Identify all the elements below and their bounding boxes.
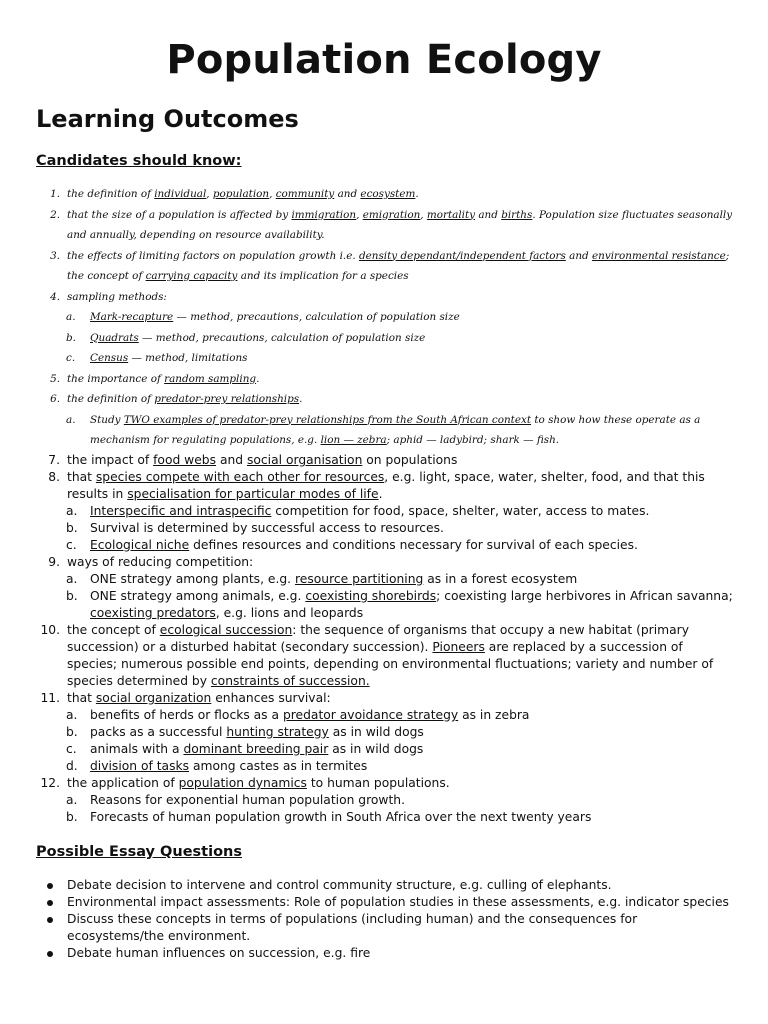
text-segment: — method, limitations (128, 352, 248, 364)
text-segment: that the size of a population is affected by (67, 208, 292, 221)
text-segment: animals with a (90, 742, 184, 756)
text-segment: to human populations. (306, 776, 450, 790)
text-segment: , e.g. light, space, water, shelter, food, and that this results in (67, 470, 705, 501)
outcomes-list-printed (36, 452, 736, 826)
underlined-term: division of tasks (90, 759, 190, 773)
text-segment: Survival is determined by successful access to resources. (90, 521, 444, 535)
bullet-icon (47, 883, 53, 889)
text-segment: ; aphid — ladybird; shark — fish. (386, 434, 560, 446)
text-segment: enhances survival: (211, 691, 331, 705)
text-segment: ; the concept of (67, 249, 730, 282)
text-segment: ways of reducing competition: (67, 555, 254, 569)
sub-item (36, 792, 736, 809)
underlined-term: Interspecific and intraspecific (90, 504, 272, 518)
candidates-heading: Candidates should know: (36, 153, 242, 169)
outcome-item (36, 287, 736, 308)
text-segment: Forecasts of human population growth in South Africa over the next twenty years (90, 810, 592, 824)
sub-item-letter: a. (66, 504, 78, 518)
underlined-term: Quadrats (90, 331, 139, 344)
underlined-term: emigration (362, 208, 421, 221)
outcome-item (36, 205, 736, 246)
underlined-term: predator avoidance strategy (282, 708, 459, 722)
sub-item (36, 503, 736, 520)
underlined-term: individual (154, 188, 207, 200)
sub-item (36, 809, 736, 826)
text-segment: and (216, 453, 247, 467)
item-number: 10. (40, 623, 60, 637)
outcome-item (36, 369, 736, 390)
underlined-term: predator-prey relationships (154, 393, 300, 405)
text-segment: ; coexisting large herbivores in African savanna; (436, 589, 733, 603)
sub-item-letter: a. (66, 413, 76, 426)
underlined-term: population (212, 188, 270, 200)
essay-questions-heading: Possible Essay Questions (36, 844, 242, 860)
underlined-term: births (501, 208, 533, 221)
text-segment: the impact of (67, 453, 154, 467)
sub-item-letter: b. (66, 331, 76, 344)
sub-item-letter: a. (66, 311, 76, 323)
text-segment: ONE strategy among animals, e.g. (90, 589, 306, 603)
essay-question-item (36, 877, 736, 894)
outcome-item (36, 246, 736, 287)
text-segment: that (67, 470, 96, 484)
essay-question-text: Debate human influences on succession, e.g. fire (67, 946, 371, 960)
underlined-term: ecological succession (159, 623, 293, 637)
sub-item-letter: b. (66, 725, 78, 739)
sub-item (36, 410, 736, 451)
underlined-term: population dynamics (178, 776, 307, 790)
sub-item (36, 348, 736, 369)
underlined-term: random sampling (164, 372, 257, 385)
sub-item-letter: a. (66, 793, 78, 807)
underlined-term: coexisting shorebirds (305, 589, 437, 603)
text-segment: as in wild dogs (328, 725, 424, 739)
text-segment: and (334, 188, 361, 200)
sub-item (36, 758, 736, 775)
text-segment: and (475, 208, 502, 221)
text-segment: , (269, 188, 276, 200)
text-segment: . Population size fluctuates seasonally and annually, depending on resource availability. (67, 208, 733, 241)
essay-question-item (36, 945, 736, 962)
sub-item (36, 707, 736, 724)
underlined-term: species compete with each other for resources (95, 470, 385, 484)
underlined-term: Census (90, 352, 129, 364)
bullet-icon (47, 917, 53, 923)
text-segment: as in wild dogs (328, 742, 424, 756)
text-segment: , e.g. lions and leopards (215, 606, 364, 620)
text-segment: , (420, 208, 427, 221)
underlined-term: Pioneers (432, 640, 485, 654)
item-number: 6. (50, 393, 60, 405)
text-segment: . (299, 393, 303, 405)
text-segment: to show how these operate as a mechanism for regulating populations, e.g. (90, 413, 701, 446)
text-segment: the effects of limiting factors on population growth i.e. (67, 249, 359, 262)
underlined-term: mortality (426, 208, 476, 221)
item-number: 12. (40, 776, 60, 790)
text-segment: . (415, 188, 419, 200)
text-segment: defines resources and conditions necessary for survival of each species. (189, 538, 638, 552)
underlined-term: carrying capacity (145, 270, 238, 282)
underlined-term: ecosystem (360, 188, 416, 200)
underlined-term: lion — zebra (320, 434, 387, 446)
underlined-term: specialisation for particular modes of life (127, 487, 379, 501)
bullet-icon (47, 951, 53, 957)
item-number: 4. (50, 290, 60, 303)
outcome-item (36, 554, 736, 571)
item-number: 2. (50, 208, 60, 221)
page-title: Population Ecology (166, 37, 602, 83)
sub-item (36, 328, 736, 349)
outcome-item (36, 184, 736, 205)
sub-item-letter: d. (66, 759, 78, 773)
outcome-item (36, 469, 736, 503)
text-segment: as in zebra (458, 708, 530, 722)
text-segment: the definition of (67, 393, 155, 405)
sub-item (36, 571, 736, 588)
text-segment: : the sequence of organisms that occupy a new habitat (primary succession) or a disturbed habitat (secondary succession). (67, 623, 689, 654)
text-segment: — method, precautions, calculation of population size (138, 331, 426, 344)
essay-question-item (36, 911, 736, 945)
text-segment: competition for food, space, shelter, water, access to mates. (271, 504, 650, 518)
underlined-term: coexisting predators (90, 606, 216, 620)
outcome-item (36, 452, 736, 469)
text-segment: Study (90, 413, 124, 426)
item-number: 9. (48, 555, 60, 569)
text-segment: sampling methods: (67, 290, 167, 303)
underlined-term: hunting strategy (226, 725, 329, 739)
text-segment: — method, precautions, calculation of population size (173, 311, 460, 323)
sub-item-letter: a. (66, 572, 78, 586)
sub-item (36, 741, 736, 758)
text-segment: the concept of (67, 623, 160, 637)
underlined-term: Mark-recapture (90, 311, 174, 323)
item-number: 8. (48, 470, 60, 484)
bullet-icon (47, 900, 53, 906)
sub-item (36, 520, 736, 537)
text-segment: . (256, 372, 260, 385)
outcome-item (36, 389, 736, 410)
text-segment: among castes as in termites (189, 759, 368, 773)
item-number: 3. (50, 249, 60, 262)
underlined-term: immigration (291, 208, 357, 221)
text-segment: the definition of (67, 188, 155, 200)
text-segment: that (67, 691, 96, 705)
item-number: 5. (50, 372, 60, 385)
learning-outcomes-heading: Learning Outcomes (36, 105, 299, 133)
text-segment: , (356, 208, 363, 221)
sub-item-letter: b. (66, 521, 78, 535)
sub-item-letter: b. (66, 810, 78, 824)
item-number: 7. (48, 453, 60, 467)
sub-item-letter: b. (66, 589, 78, 603)
text-segment: , (206, 188, 213, 200)
text-segment: the importance of (67, 372, 165, 385)
sub-item (36, 307, 736, 328)
underlined-term: dominant breeding pair (183, 742, 329, 756)
sub-item-letter: c. (66, 538, 77, 552)
sub-item (36, 537, 736, 554)
sub-item (36, 724, 736, 741)
underlined-term: TWO examples of predator-prey relationships from the South African context (123, 413, 532, 426)
underlined-term: social organisation (246, 453, 363, 467)
text-segment: and (565, 249, 592, 262)
text-segment: Reasons for exponential human population growth. (90, 793, 405, 807)
sub-item-letter: c. (66, 352, 76, 364)
text-segment: on populations (362, 453, 458, 467)
sub-item-letter: a. (66, 708, 78, 722)
underlined-term: environmental resistance (592, 249, 726, 262)
text-segment: ONE strategy among plants, e.g. (90, 572, 295, 586)
essay-question-text: Debate decision to intervene and control community structure, e.g. culling of elephants. (67, 878, 612, 892)
underlined-term: Ecological niche (90, 538, 190, 552)
essay-question-text: Discuss these concepts in terms of populations (including human) and the consequences for ecosystems/the environment. (67, 912, 638, 943)
underlined-term: social organization (95, 691, 212, 705)
sub-item (36, 588, 736, 622)
underlined-term: food webs (153, 453, 217, 467)
outcomes-list-handwritten (36, 184, 736, 451)
underlined-term: community (275, 188, 335, 200)
item-number: 1. (50, 188, 60, 200)
outcome-item (36, 622, 736, 690)
outcome-item (36, 690, 736, 707)
sub-item-letter: c. (66, 742, 77, 756)
outcome-item (36, 775, 736, 792)
underlined-term: constraints of succession. (210, 674, 370, 688)
text-segment: . (378, 487, 383, 501)
underlined-term: resource partitioning (295, 572, 424, 586)
text-segment: as in a forest ecosystem (423, 572, 578, 586)
text-segment: the application of (67, 776, 179, 790)
text-segment: packs as a successful (90, 725, 227, 739)
essay-questions-list (36, 877, 736, 962)
text-segment: and its implication for a species (237, 270, 409, 282)
essay-question-text: Environmental impact assessments: Role of population studies in these assessments, e.g. indicator species (67, 895, 729, 909)
underlined-term: density dependant/independent factors (358, 249, 566, 262)
item-number: 11. (40, 691, 60, 705)
text-segment: are replaced by a succession of species; numerous possible end points, depending on environmental fluctuations; variety and number of species determined by (67, 640, 714, 688)
essay-question-item (36, 894, 736, 911)
text-segment: benefits of herds or flocks as a (90, 708, 283, 722)
